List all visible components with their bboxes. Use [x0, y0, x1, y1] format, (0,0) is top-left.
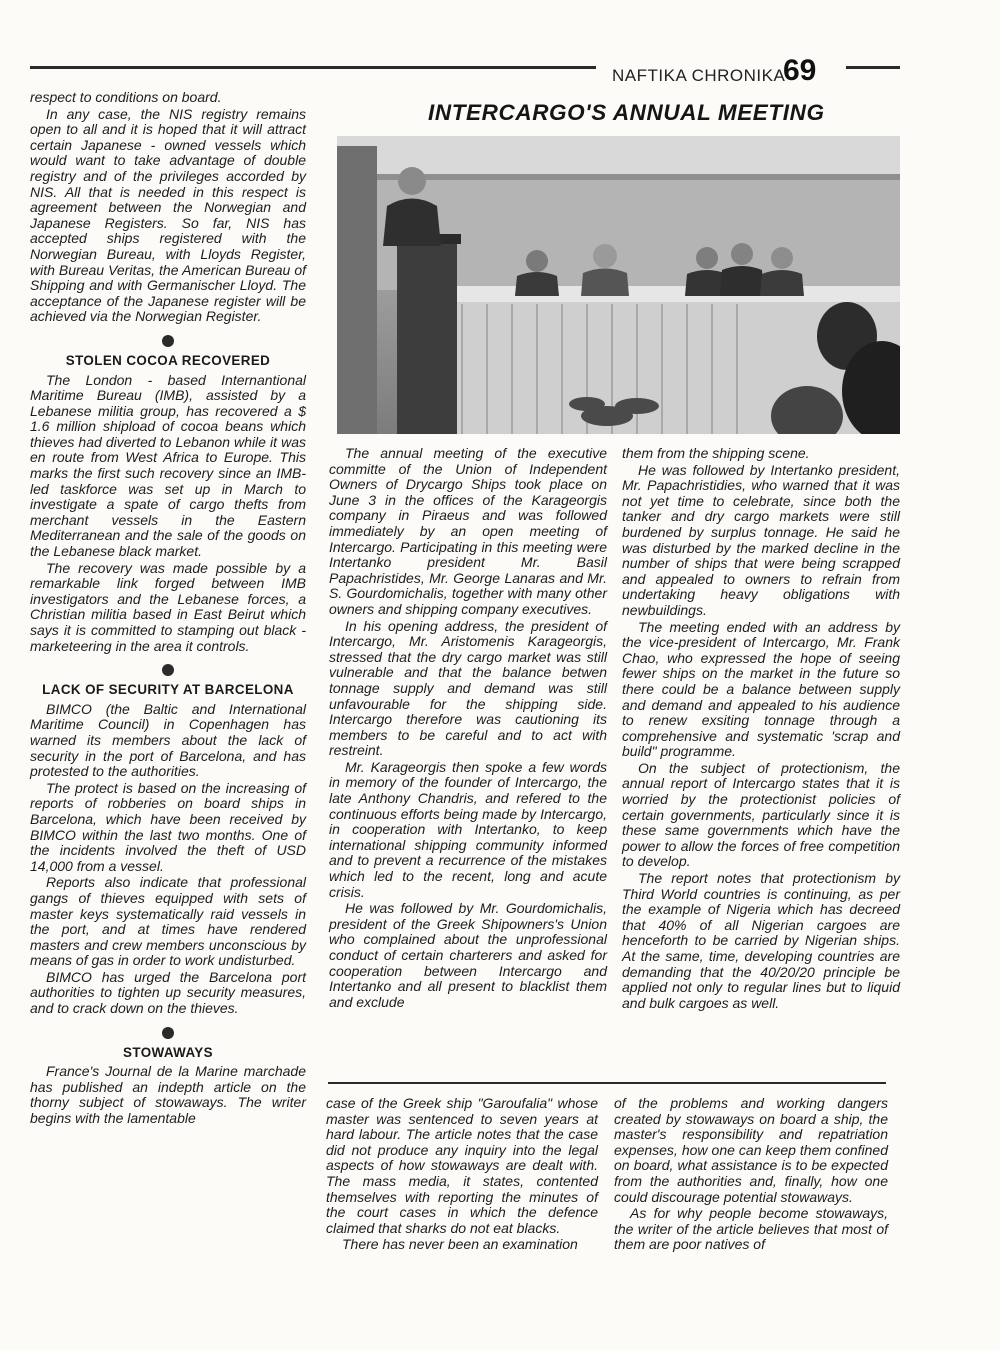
middle-column: [329, 446, 607, 1011]
paragraph: Mr. Karageorgis then spoke a few words in memory of the founder of Intercargo, the late Anthony Chandris, and refered to the continuous efforts being made by Intercargo, in cooperation with Intertanko, to keep international shipping community informed and to prevent a recurrence of the mistakes which led to the recent, long and acute crisis.: [329, 758, 607, 900]
section-heading-stowaways: STOWAWAYS: [123, 1044, 213, 1060]
paragraph: As for why people become stowaways, the writer of the article believes that most of them are poor natives of: [614, 1205, 888, 1253]
paragraph: of the problems and working dangers created by stowaways on board a ship, the master's responsibility and repatriation expenses, how one can keep them confined on board, what assistance is to be expected from the authorities and, finally, how one could discourage potential stowaways.: [614, 1095, 888, 1205]
meeting-photo-illustration: [337, 136, 900, 434]
section-bullet: [162, 1027, 174, 1039]
paragraph: BIMCO has urged the Barcelona port authorities to tighten up security measures, and to crack down on the thieves.: [30, 968, 306, 1017]
paragraph: The meeting ended with an address by the vice-president of Intercargo, Mr. Frank Chao, who expressed the hope of seeing fewer ships on the market in the future so there could be a balance between supply and demand and appealed to his audience to renew exsiting tonnage through a comprehensive and systematic 'scrap and build" programme.: [622, 618, 900, 760]
paragraph: He was followed by Intertanko president, Mr. Papachristidies, who warned that it was not yet time to celebrate, since both the tanker and dry cargo markets were still burdened by surplus tonnage. He said he was disturbed by the marked decline in the number of ships that were being scrapped and appealed to owners to refrain from undertaking heavy obligations with newbuildings.: [622, 461, 900, 618]
paragraph: There has never been an examination: [342, 1236, 578, 1253]
right-column: [622, 446, 900, 1012]
bottom-middle-column: [326, 1096, 598, 1254]
paragraph: The London - based Internantional Maritime Bureau (IMB), assisted by a Lebanese militia group, has recovered a $ 1.6 million shipload of cocoa beans which thieves had diverted to Lebanon while it was en route from West Africa to Europe. This marks the first such recovery since an IMB- led taskforce was set up in March to investigate a spate of cargo thefts from merchant vessels in the Eastern Mediterranean and the sale of the goods on the Lebanese black market.: [30, 371, 306, 560]
paragraph: respect to conditions on board.: [30, 89, 222, 105]
paragraph: them from the shipping scene.: [622, 445, 810, 461]
paragraph: BIMCO (the Baltic and International Maritime Council) in Copenhagen has warned its members about the lack of security in the port of Barcelona, and has protested to the authorities.: [30, 700, 306, 780]
magazine-title: NAFTIKA CHRONIKA: [612, 66, 786, 85]
bottom-right-column: [614, 1096, 888, 1254]
paragraph: He was followed by Mr. Gourdomichalis, president of the Greek Shipowners's Union who complained about the unprofessional conduct of certain charterers and asked for cooperation between Intercargo and Intertanko and all present to blacklist them and exclude: [329, 900, 607, 1010]
paragraph: The protect is based on the increasing of reports of robberies on board ships in Barcelona, which have been received by BIMCO within the last two months. One of the incidents involved the theft of USD 14,000 from a vessel.: [30, 779, 306, 874]
paragraph: Reports also indicate that professional gangs of thieves equipped with sets of master keys systematically raid vessels in the port, and at times have rendered masters and crew members unconscious by means of gas in order to work undisturbed.: [30, 874, 306, 969]
section-heading-cocoa: STOLEN COCOA RECOVERED: [65, 352, 271, 368]
section-bullet: [162, 664, 174, 676]
paragraph: The report notes that protectionism by Third World countries is continuing, as per the example of Nigeria which has decreed that 40% of all Nigerian cargoes are henceforth to be carried by Nigerian ships. At the same, time, developing countries are demanding that the 40/20/20 principle be applied not only to regular lines but to liquid and bulk cargoes as well.: [622, 870, 900, 1011]
paragraph: The annual meeting of the executive committe of the Union of Independent Owners of Drycargo Ships took place on June 3 in the offices of the Karageorgis company in Piraeus and was followed immediately by an open meeting of Intercargo. Participating in this meeting were Intertanko president Mr. Basil Papachristides, Mr. George Lanaras and Mr. S. Gourdomichalis, together with many other owners and shipping company executives.: [329, 445, 607, 617]
page-number: 69: [783, 54, 817, 87]
meeting-photo: [337, 136, 900, 434]
section-bullet: [162, 335, 174, 347]
header-rule-left: [30, 66, 596, 69]
article-end-rule: [328, 1082, 886, 1084]
left-column: [30, 90, 306, 1128]
paragraph: France's Journal de la Marine marchade has published an indepth article on the thorny subject of stowaways. The writer begins with the lamentable: [30, 1063, 306, 1127]
header-rule-right: [846, 66, 900, 69]
paragraph: On the subject of protectionism, the annual report of Intercargo states that it is worried by the protectionist policies of certain governments, particularly since it is these same governments which have the power to allow the forces of free competition to develop.: [622, 759, 900, 870]
paragraph: In his opening address, the president of Intercargo, Mr. Aristomenis Karageorgis, stressed that the dry cargo market was still vulnerable and that the balance betwen tonnage supply and demand was still unfavourable for the shipping side. Intercargo therefore was cautioning its members to be careful and to act with restreint.: [329, 617, 607, 759]
article-headline: INTERCARGO'S ANNUAL MEETING: [428, 100, 825, 125]
paragraph: The recovery was made possible by a remarkable link forged between IMB investigators and the Lebanese forces, a Christian militia based in East Beirut which says it is committed to stamping out black - marketeering in the area it controls.: [30, 559, 306, 654]
paragraph: In any case, the NIS registry remains open to all and it is hoped that it will attract certain Japanese - owned vessels which would want to take advantage of double registry and of the privileges accorded by NIS. All that is needed in this respect is agreement between the Norwegian and Japanese Registers. So far, NIS has accepted ships registered with the Norwegian Bureau, with Lloyds Register, with Bureau Veritas, the American Bureau of Shipping and with Germanischer Lloyd. The acceptance of the Japanese register will be achieved via the Norwegian Register.: [30, 105, 306, 325]
paragraph: case of the Greek ship "Garoufalia" whose master was sentenced to seven years at hard labour. The article notes that the case did not produce any inquiry into the legal aspects of how stowaways are dealt with. The mass media, it states, contented themselves with reporting the minutes of the court cases in which the defence claimed that sharks do not eat blacks.: [326, 1095, 598, 1236]
section-heading-security: LACK OF SECURITY AT BARCELONA: [42, 682, 294, 698]
